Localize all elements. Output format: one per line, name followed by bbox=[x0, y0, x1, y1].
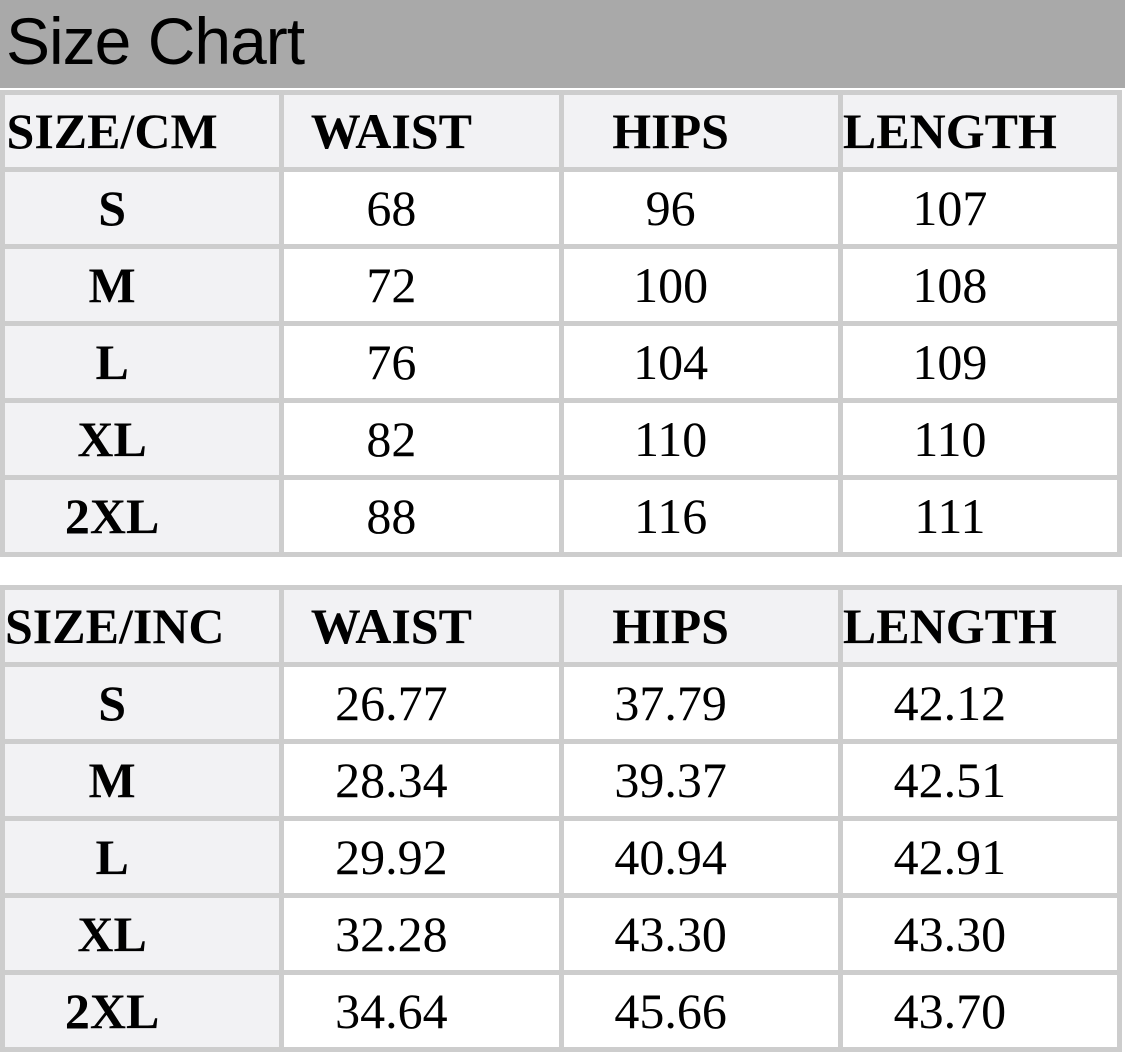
hips-value: 116 bbox=[564, 480, 838, 552]
header-row-inc bbox=[5, 590, 1117, 662]
size-chart-cm-table bbox=[0, 90, 1122, 557]
page-title: Size Chart bbox=[0, 0, 1125, 88]
length-value: 43.30 bbox=[843, 898, 1117, 970]
table-row-m bbox=[5, 744, 1117, 816]
waist-value: 26.77 bbox=[284, 667, 558, 739]
waist-value: 76 bbox=[284, 326, 558, 398]
hips-value: 104 bbox=[564, 326, 838, 398]
length-value: 107 bbox=[843, 172, 1117, 244]
hips-value: 96 bbox=[564, 172, 838, 244]
table-row-s bbox=[5, 667, 1117, 739]
column-header-length: LENGTH bbox=[843, 95, 1117, 167]
size-label: 2XL bbox=[5, 480, 279, 552]
column-header-waist: WAIST bbox=[284, 590, 558, 662]
table-row-s bbox=[5, 172, 1117, 244]
waist-value: 32.28 bbox=[284, 898, 558, 970]
waist-value: 34.64 bbox=[284, 975, 558, 1047]
column-header-length: LENGTH bbox=[843, 590, 1117, 662]
size-label: S bbox=[5, 667, 279, 739]
table-row-2xl bbox=[5, 975, 1117, 1047]
column-header-hips: HIPS bbox=[564, 590, 838, 662]
length-value: 110 bbox=[843, 403, 1117, 475]
table-row-l bbox=[5, 326, 1117, 398]
length-value: 109 bbox=[843, 326, 1117, 398]
size-label: L bbox=[5, 326, 279, 398]
table-row-2xl bbox=[5, 480, 1117, 552]
waist-value: 88 bbox=[284, 480, 558, 552]
hips-value: 37.79 bbox=[564, 667, 838, 739]
waist-value: 29.92 bbox=[284, 821, 558, 893]
column-header-waist: WAIST bbox=[284, 95, 558, 167]
size-chart-inches-table bbox=[0, 585, 1122, 1052]
header-row-cm bbox=[5, 95, 1117, 167]
hips-value: 110 bbox=[564, 403, 838, 475]
length-value: 43.70 bbox=[843, 975, 1117, 1047]
hips-value: 39.37 bbox=[564, 744, 838, 816]
size-label: M bbox=[5, 744, 279, 816]
length-value: 42.12 bbox=[843, 667, 1117, 739]
hips-value: 40.94 bbox=[564, 821, 838, 893]
length-value: 42.91 bbox=[843, 821, 1117, 893]
size-label: XL bbox=[5, 403, 279, 475]
size-label: L bbox=[5, 821, 279, 893]
hips-value: 43.30 bbox=[564, 898, 838, 970]
length-value: 111 bbox=[843, 480, 1117, 552]
table-row-xl bbox=[5, 898, 1117, 970]
size-label: XL bbox=[5, 898, 279, 970]
column-header-size-inc: SIZE/INC bbox=[5, 590, 279, 662]
length-value: 42.51 bbox=[843, 744, 1117, 816]
column-header-size-cm: SIZE/CM bbox=[5, 95, 279, 167]
length-value: 108 bbox=[843, 249, 1117, 321]
column-header-hips: HIPS bbox=[564, 95, 838, 167]
waist-value: 68 bbox=[284, 172, 558, 244]
table-row-xl bbox=[5, 403, 1117, 475]
size-label: S bbox=[5, 172, 279, 244]
hips-value: 45.66 bbox=[564, 975, 838, 1047]
hips-value: 100 bbox=[564, 249, 838, 321]
size-label: 2XL bbox=[5, 975, 279, 1047]
size-label: M bbox=[5, 249, 279, 321]
table-row-m bbox=[5, 249, 1117, 321]
table-row-l bbox=[5, 821, 1117, 893]
waist-value: 72 bbox=[284, 249, 558, 321]
waist-value: 28.34 bbox=[284, 744, 558, 816]
waist-value: 82 bbox=[284, 403, 558, 475]
